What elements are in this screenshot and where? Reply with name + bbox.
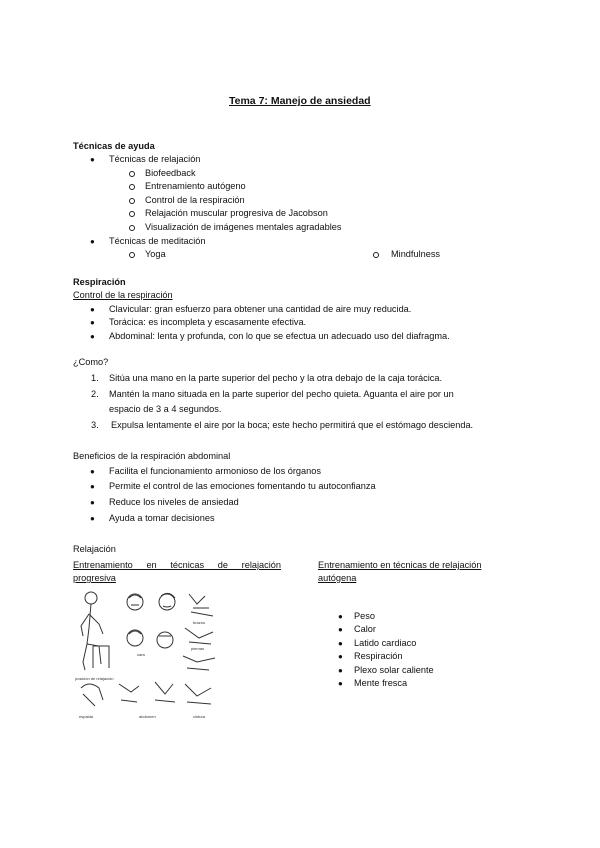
bullet-icon: ● <box>90 482 95 491</box>
subheading-control: Control de la respiración <box>73 290 173 300</box>
bullet-icon: ● <box>90 498 95 507</box>
figure-label: piernas <box>191 646 205 651</box>
circle-bullet-icon <box>129 211 135 217</box>
bullet-icon: ● <box>338 652 343 661</box>
list-item: Torácica: es incompleta y escasamente efectiva. <box>109 317 307 327</box>
step-text: espacio de 3 a 4 segundos. <box>109 404 222 414</box>
list-item: Técnicas de meditación <box>109 236 206 246</box>
bullet-icon: ● <box>90 305 95 314</box>
list-item: Plexo solar caliente <box>354 665 434 675</box>
list-item: Clavicular: gran esfuerzo para obtener una cantidad de aire muy reducida. <box>109 304 412 314</box>
list-item: Permite el control de las emociones fomentando tu autoconfianza <box>109 481 376 491</box>
list-item: Abdominal: lenta y profunda, con lo que se efectua un adecuado uso del diafragma. <box>109 331 450 341</box>
list-item: Peso <box>354 611 375 621</box>
circle-bullet-icon <box>129 184 135 190</box>
left-column-heading: Entrenamiento en técnicas de relajación <box>73 560 281 570</box>
left-column-heading-line2: progresiva <box>73 573 116 583</box>
figure-label: cintura <box>193 714 206 719</box>
list-item: Facilita el funcionamiento armonioso de los órganos <box>109 466 321 476</box>
bullet-icon: ● <box>90 467 95 476</box>
step-number: 1. <box>91 373 99 383</box>
page-title: Tema 7: Manejo de ansiedad <box>229 95 371 107</box>
list-item: Mindfulness <box>391 249 441 259</box>
section-heading-beneficios: Beneficios de la respiración abdominal <box>73 451 231 461</box>
right-column-heading-line2: autógena <box>318 573 357 583</box>
bullet-icon: ● <box>338 639 343 648</box>
step-text: Sitúa una mano en la parte superior del pecho y la otra debajo de la caja torácica. <box>109 373 443 383</box>
list-item: Visualización de imágenes mentales agradables <box>145 222 342 232</box>
circle-bullet-icon <box>373 252 379 258</box>
figure-label: espalda <box>79 714 94 719</box>
relaxation-illustration <box>73 584 229 724</box>
list-item: Ayuda a tomar decisiones <box>109 513 215 523</box>
circle-bullet-icon <box>129 225 135 231</box>
figure-label: cara <box>137 652 145 657</box>
list-item: Biofeedback <box>145 168 196 178</box>
step-number: 3. <box>91 420 99 430</box>
section-heading-tecnicas: Técnicas de ayuda <box>73 141 155 151</box>
circle-bullet-icon <box>129 171 135 177</box>
section-heading-respiracion: Respiración <box>73 277 126 287</box>
circle-bullet-icon <box>129 252 135 258</box>
section-heading-relajacion: Relajación <box>73 544 116 554</box>
bullet-icon: ● <box>90 514 95 523</box>
list-item: Entrenamiento autógeno <box>145 181 246 191</box>
list-item: Reduce los niveles de ansiedad <box>109 497 239 507</box>
step-text: Expulsa lentamente el aire por la boca; este hecho permitirá que el estómago descienda. <box>111 420 474 430</box>
bullet-icon: ● <box>338 625 343 634</box>
section-heading-como: ¿Como? <box>73 357 109 367</box>
list-item: Relajación muscular progresiva de Jacobson <box>145 208 328 218</box>
list-item: Mente fresca <box>354 678 408 688</box>
step-number: 2. <box>91 389 99 399</box>
list-item: Respiración <box>354 651 403 661</box>
circle-bullet-icon <box>129 198 135 204</box>
figure-label: brazos <box>193 620 206 625</box>
bullet-icon: ● <box>90 318 95 327</box>
figure-label: abdomen <box>139 714 156 719</box>
bullet-icon: ● <box>338 679 343 688</box>
bullet-icon: ● <box>338 612 343 621</box>
list-item: Control de la respiración <box>145 195 245 205</box>
figure-label: posición de relajación <box>75 676 114 681</box>
bullet-icon: ● <box>90 155 95 164</box>
list-item: Técnicas de relajación <box>109 154 201 164</box>
bullet-icon: ● <box>90 237 95 246</box>
list-item: Latido cardiaco <box>354 638 417 648</box>
step-text: Mantén la mano situada en la parte superior del pecho quieta. Aguanta el aire por un <box>109 389 454 399</box>
list-item: Calor <box>354 624 376 634</box>
bullet-icon: ● <box>338 666 343 675</box>
bullet-icon: ● <box>90 332 95 341</box>
list-item: Yoga <box>145 249 166 259</box>
right-column-heading: Entrenamiento en técnicas de relajación <box>318 560 482 570</box>
